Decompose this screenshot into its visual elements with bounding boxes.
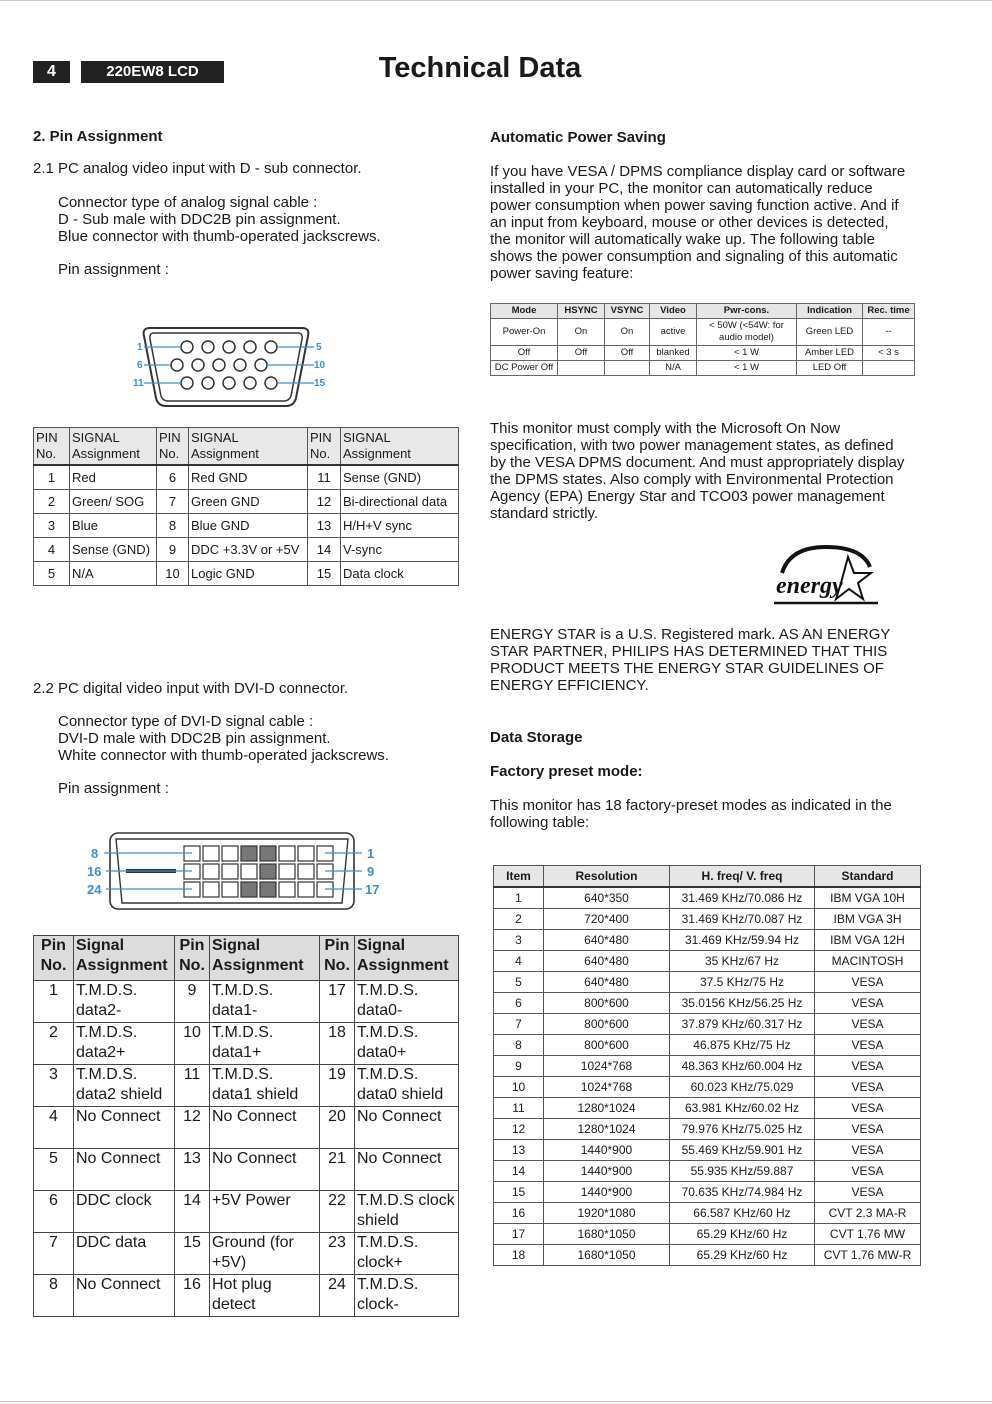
table-cell: VESA [815,1077,921,1098]
dvi-label-8: 8 [91,846,99,861]
table-cell: DDC clock [74,1191,175,1233]
table-cell: 1440*900 [544,1161,670,1182]
table-cell: 35 KHz/67 Hz [670,951,815,972]
table-cell: 10 [157,562,189,586]
factory-preset-text: This monitor has 18 factory-preset modes as indicated in the following table: [490,797,892,831]
table-cell: active [650,319,697,346]
table-cell: 17 [320,981,355,1023]
header-cell: Video [650,304,697,319]
table-cell: 4 [34,538,70,562]
dvi-intro: 2.2 PC digital video input with DVI-D connector. [33,680,349,697]
table-cell: 46.875 KHz/75 Hz [670,1035,815,1056]
vga-connector-text: Connector type of analog signal cable : D - Sub male with DDC2B pin assignment. Blue connector with thumb-operated jackscrews. [58,194,381,245]
table-cell: 10 [175,1023,210,1065]
table-cell: 63.981 KHz/60.02 Hz [670,1098,815,1119]
table-cell: 1440*900 [544,1140,670,1161]
table-cell: 1440*900 [544,1182,670,1203]
dvi-label-16: 16 [87,864,102,879]
table-cell: No Connect [74,1149,175,1191]
table-cell: 79.976 KHz/75.025 Hz [670,1119,815,1140]
table-cell: 800*600 [544,1035,670,1056]
table-cell: 8 [34,1275,74,1317]
vga-label-1: 1 [137,342,143,353]
table-row [34,981,459,1023]
table-cell: < 3 s [863,346,915,361]
table-cell: 2 [34,490,70,514]
table-row [494,930,921,951]
table-cell: 23 [320,1233,355,1275]
header-cell: PIN No. [308,428,341,466]
table-cell: IBM VGA 12H [815,930,921,951]
dvi-label-9: 9 [367,864,375,879]
table-cell: 31.469 KHz/70.087 Hz [670,909,815,930]
table-cell: 640*350 [544,887,670,909]
table-cell: 14 [175,1191,210,1233]
table-cell: IBM VGA 10H [815,887,921,909]
header-cell: Pin No. [34,936,74,981]
table-cell: T.M.D.S. clock- [355,1275,459,1317]
table-cell: CVT 1.76 MW-R [815,1245,921,1266]
vga-label-11: 11 [133,378,144,389]
table-cell: 21 [320,1149,355,1191]
table-cell: 1024*768 [544,1056,670,1077]
page-number: 4 [33,61,70,83]
table-cell: 1680*1050 [544,1245,670,1266]
table-cell: T.M.D.S. data2 shield [74,1065,175,1107]
table-cell: DDC data [74,1233,175,1275]
table-cell: VESA [815,993,921,1014]
table-cell: Green/ SOG [70,490,157,514]
table-cell: 640*480 [544,930,670,951]
header-cell: Rec. time [863,304,915,319]
table-cell: Sense (GND) [70,538,157,562]
table-row [494,1035,921,1056]
table-row [34,1023,459,1065]
table-cell: Green GND [189,490,308,514]
page-title: Technical Data [378,52,582,84]
header-cell: Signal Assignment [210,936,320,981]
header-cell: VSYNC [605,304,650,319]
table-cell: 7 [157,490,189,514]
table-cell: 1 [34,981,74,1023]
table-cell: Bi-directional data [341,490,459,514]
table-cell: 8 [157,514,189,538]
table-cell: 66.587 KHz/60 Hz [670,1203,815,1224]
table-cell: 13 [175,1149,210,1191]
header-cell: Resolution [544,866,670,888]
table-cell: 8 [494,1035,544,1056]
table-cell: 55.469 KHz/59.901 Hz [670,1140,815,1161]
table-cell: CVT 1.76 MW [815,1224,921,1245]
table-cell: CVT 2.3 MA-R [815,1203,921,1224]
table-cell: 640*480 [544,951,670,972]
table-row [494,1077,921,1098]
table-cell: No Connect [355,1149,459,1191]
table-cell: 12 [494,1119,544,1140]
table-cell: 1 [494,887,544,909]
table-cell: 9 [157,538,189,562]
table-cell: 9 [175,981,210,1023]
vga-pin-label: Pin assignment : [58,261,169,278]
table-cell: 22 [320,1191,355,1233]
table-cell: T.M.D.S clock shield [355,1191,459,1233]
table-cell: 35.0156 KHz/56.25 Hz [670,993,815,1014]
table-cell: VESA [815,1140,921,1161]
table-cell: No Connect [74,1107,175,1149]
table-cell: < 1 W [697,346,797,361]
table-cell: MACINTOSH [815,951,921,972]
power-table [490,303,915,376]
table-row [34,1275,459,1317]
table-cell: 14 [308,538,341,562]
table-cell: Sense (GND) [341,465,459,490]
comply-text: This monitor must comply with the Microsoft On Now specification, with two power management states, as defined by the VESA DPMS document. And must appropriately display the DPMS states. Also comply with Environmental Protection Agency (EPA) Energy Star and TCO03 power management standard strictly. [490,420,905,522]
table-cell: T.M.D.S. data0 shield [355,1065,459,1107]
table-cell: H/H+V sync [341,514,459,538]
table-cell: 3 [34,514,70,538]
table-cell: 4 [494,951,544,972]
energy-logo-text: energy [776,573,843,599]
table-row [494,972,921,993]
table-cell: < 1 W [697,361,797,376]
table-header [34,428,459,466]
table-cell: No Connect [210,1149,320,1191]
table-cell: 12 [308,490,341,514]
table-row [34,1149,459,1191]
table-cell: 1280*1024 [544,1098,670,1119]
header-cell: SIGNAL Assignment [341,428,459,466]
vga-label-10: 10 [314,360,326,371]
table-header [491,304,915,319]
table-cell: No Connect [355,1107,459,1149]
table-cell: 1920*1080 [544,1203,670,1224]
table-cell: V-sync [341,538,459,562]
table-cell: 70.635 KHz/74.984 Hz [670,1182,815,1203]
table-row [34,1065,459,1107]
table-cell: 640*480 [544,972,670,993]
table-cell: 2 [494,909,544,930]
model-label: 220EW8 LCD [81,61,224,83]
dvi-label-17: 17 [365,882,380,897]
table-cell: Red GND [189,465,308,490]
table-cell: 1280*1024 [544,1119,670,1140]
vga-connector-diagram [130,320,340,410]
table-cell: blanked [650,346,697,361]
header-cell: H. freq/ V. freq [670,866,815,888]
table-row [34,514,459,538]
table-cell: T.M.D.S. data1 shield [210,1065,320,1107]
table-cell: 11 [308,465,341,490]
table-cell: T.M.D.S. data1- [210,981,320,1023]
table-cell: 5 [494,972,544,993]
table-cell: Green LED [797,319,863,346]
vga-pins [171,341,277,389]
header-cell: PIN No. [34,428,70,466]
table-cell: Off [558,346,605,361]
table-cell: 11 [494,1098,544,1119]
section-title: 2. Pin Assignment [33,128,163,145]
bottom-rule [0,1401,992,1402]
table-cell: 6 [34,1191,74,1233]
table-cell: 14 [494,1161,544,1182]
table-row [34,1191,459,1233]
aps-title: Automatic Power Saving [490,129,666,146]
table-cell: 55.935 KHz/59.887 [670,1161,815,1182]
table-cell: T.M.D.S. data0+ [355,1023,459,1065]
table-row [34,490,459,514]
dvi-pin-label: Pin assignment : [58,780,169,797]
table-row [494,1182,921,1203]
table-cell: 3 [34,1065,74,1107]
table-row [494,1056,921,1077]
header-cell: Pwr-cons. [697,304,797,319]
table-row [494,1098,921,1119]
header-cell: PIN No. [157,428,189,466]
table-cell: 18 [320,1023,355,1065]
header-cell: SIGNAL Assignment [189,428,308,466]
table-cell: 720*400 [544,909,670,930]
table-cell: T.M.D.S. data0- [355,981,459,1023]
table-row [34,562,459,586]
table-cell: DDC +3.3V or +5V [189,538,308,562]
table-cell: VESA [815,1098,921,1119]
table-cell: 3 [494,930,544,951]
table-cell: IBM VGA 3H [815,909,921,930]
table-cell: 31.469 KHz/70.086 Hz [670,887,815,909]
table-cell: 17 [494,1224,544,1245]
table-cell: 9 [494,1056,544,1077]
table-cell [863,361,915,376]
table-row [494,1119,921,1140]
data-storage-title: Data Storage [490,729,583,746]
table-row [34,465,459,490]
top-rule [0,0,992,1]
table-cell: T.M.D.S. clock+ [355,1233,459,1275]
table-cell: 65.29 KHz/60 Hz [670,1245,815,1266]
table-row [491,361,915,376]
table-cell: 800*600 [544,1014,670,1035]
table-cell: VESA [815,1014,921,1035]
header-cell: Mode [491,304,558,319]
table-cell: VESA [815,1182,921,1203]
header-cell: Pin No. [175,936,210,981]
table-cell: 5 [34,562,70,586]
vga-label-6: 6 [137,360,143,371]
table-cell: 18 [494,1245,544,1266]
table-cell: N/A [70,562,157,586]
table-cell: 16 [175,1275,210,1317]
table-cell: T.M.D.S. data1+ [210,1023,320,1065]
table-row [494,951,921,972]
table-cell: 37.5 KHz/75 Hz [670,972,815,993]
table-header [494,866,921,888]
table-header [34,936,459,981]
table-cell: 7 [34,1233,74,1275]
table-row [491,346,915,361]
table-cell: 15 [175,1233,210,1275]
table-cell: 2 [34,1023,74,1065]
table-cell: Blue GND [189,514,308,538]
table-cell: 13 [494,1140,544,1161]
table-cell: 65.29 KHz/60 Hz [670,1224,815,1245]
table-cell: 60.023 KHz/75.029 [670,1077,815,1098]
header-cell: Indication [797,304,863,319]
factory-preset-title: Factory preset mode: [490,763,643,780]
table-row [494,993,921,1014]
table-cell: Ground (for +5V) [210,1233,320,1275]
table-cell: 16 [494,1203,544,1224]
table-cell: < 50W (<54W: for audio model) [697,319,797,346]
table-cell: LED Off [797,361,863,376]
table-cell: 13 [308,514,341,538]
table-cell: Power-On [491,319,558,346]
table-row [494,887,921,909]
table-row [494,1245,921,1266]
table-cell: 48.363 KHz/60.004 Hz [670,1056,815,1077]
table-cell: T.M.D.S. data2+ [74,1023,175,1065]
table-cell: No Connect [74,1275,175,1317]
dvi-pin-table [33,935,459,1317]
table-cell: Amber LED [797,346,863,361]
table-cell: VESA [815,972,921,993]
header-cell: Standard [815,866,921,888]
dvi-label-1: 1 [367,846,375,861]
table-row [34,1107,459,1149]
dvi-pins [184,846,333,897]
table-row [494,1161,921,1182]
header-cell: Pin No. [320,936,355,981]
table-cell: Data clock [341,562,459,586]
table-cell: 1 [34,465,70,490]
table-cell: 4 [34,1107,74,1149]
table-cell: 24 [320,1275,355,1317]
table-cell: On [558,319,605,346]
table-cell: -- [863,319,915,346]
table-cell [605,361,650,376]
energy-star-logo [770,543,882,607]
table-cell: Logic GND [189,562,308,586]
table-cell: VESA [815,1035,921,1056]
table-cell: Off [605,346,650,361]
table-cell: DC Power Off [491,361,558,376]
table-cell: Hot plug detect [210,1275,320,1317]
header-cell: HSYNC [558,304,605,319]
table-row [34,538,459,562]
table-cell: 10 [494,1077,544,1098]
table-cell: Red [70,465,157,490]
preset-mode-table [493,865,921,1266]
table-row [494,909,921,930]
table-cell [558,361,605,376]
header-cell: Signal Assignment [355,936,459,981]
table-cell: On [605,319,650,346]
vga-intro: 2.1 PC analog video input with D - sub connector. [33,160,362,177]
energy-star-text: ENERGY STAR is a U.S. Registered mark. AS AN ENERGY STAR PARTNER, PHILIPS HAS DETERMINED THAT THIS PRODUCT MEETS THE ENERGY STAR GUIDELINES OF ENERGY EFFICIENCY. [490,626,891,694]
header-cell: SIGNAL Assignment [70,428,157,466]
dvi-connector-text: Connector type of DVI-D signal cable : DVI-D male with DDC2B pin assignment. White connector with thumb-operated jackscrews. [58,713,389,764]
table-cell: 11 [175,1065,210,1107]
table-cell: 7 [494,1014,544,1035]
table-row [494,1140,921,1161]
table-cell: 5 [34,1149,74,1191]
dvi-connector-diagram [84,828,384,916]
header-cell: Signal Assignment [74,936,175,981]
aps-text: If you have VESA / DPMS compliance display card or software installed in your PC, the monitor can automatically reduce power consumption when power saving function active. And if an input from keyboard, mouse or other devices is detected, the monitor will automatically wake up. The following table shows the power consumption and signaling of this automatic power saving feature: [490,163,906,282]
table-cell: 37.879 KHz/60.317 Hz [670,1014,815,1035]
table-cell: 20 [320,1107,355,1149]
table-cell: Off [491,346,558,361]
table-cell: 1680*1050 [544,1224,670,1245]
table-row [494,1203,921,1224]
table-row [491,319,915,346]
table-cell: 19 [320,1065,355,1107]
table-cell: 15 [494,1182,544,1203]
dvi-label-24: 24 [87,882,102,897]
table-row [494,1224,921,1245]
table-cell: 1024*768 [544,1077,670,1098]
table-row [494,1014,921,1035]
table-cell: +5V Power [210,1191,320,1233]
table-cell: 6 [494,993,544,1014]
table-row [34,1233,459,1275]
table-cell: 12 [175,1107,210,1149]
table-cell: 800*600 [544,993,670,1014]
table-cell: 31.469 KHz/59.94 Hz [670,930,815,951]
table-cell: N/A [650,361,697,376]
header-cell: Item [494,866,544,888]
table-cell: 15 [308,562,341,586]
vga-label-15: 15 [314,378,326,389]
table-cell: T.M.D.S. data2- [74,981,175,1023]
table-cell: Blue [70,514,157,538]
table-cell: VESA [815,1119,921,1140]
vga-pin-table [33,427,459,586]
table-cell: No Connect [210,1107,320,1149]
vga-label-5: 5 [316,342,322,353]
table-cell: 6 [157,465,189,490]
table-cell: VESA [815,1161,921,1182]
table-cell: VESA [815,1056,921,1077]
